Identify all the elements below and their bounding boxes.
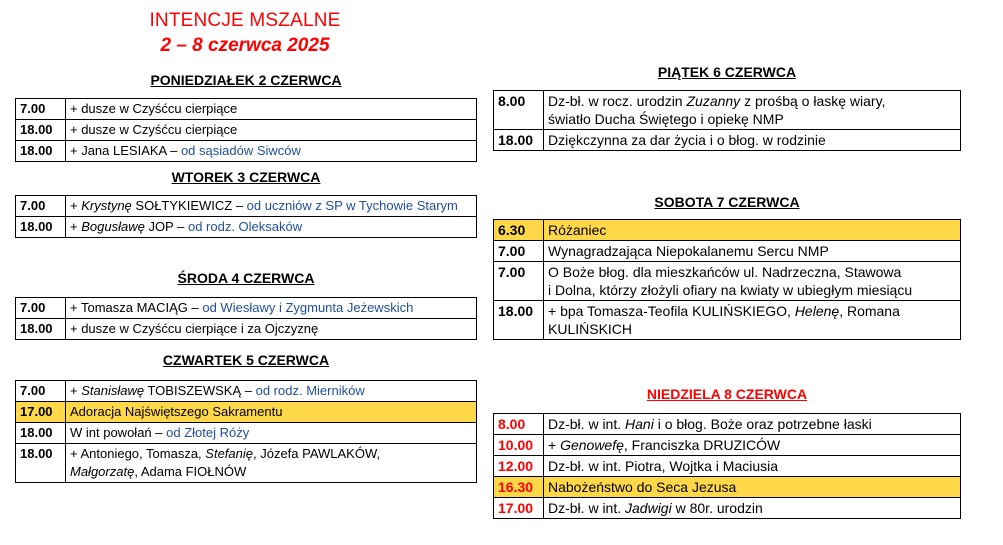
table-row (16, 298, 477, 319)
intention-name: Stefanię (205, 446, 253, 461)
schedule-friday (493, 90, 961, 151)
schedule-wednesday (15, 297, 477, 340)
intention (544, 414, 961, 435)
intention-name: Małgorzatę (70, 464, 135, 479)
mass-time: 8.00 (494, 414, 544, 435)
intention (544, 241, 961, 262)
intention-name: Bogusławę (81, 219, 145, 234)
mass-time: 18.00 (16, 141, 66, 162)
day-heading-sunday: NIEDZIELA 8 CZERWCA (646, 386, 808, 402)
mass-time: 18.00 (16, 319, 66, 340)
intention (544, 498, 961, 519)
mass-time: 7.00 (16, 381, 66, 402)
table-row (494, 477, 961, 498)
mass-time: 10.00 (494, 435, 544, 456)
intention-text: i Dolna, którzy złożyli ofiary na kwiaty w ubiegłym miesiącu (548, 282, 913, 298)
schedule-monday (15, 98, 477, 162)
table-row (494, 220, 961, 241)
intention (66, 120, 477, 141)
intention-text: , Franciszka DRUZICÓW (623, 437, 781, 453)
intention (544, 435, 961, 456)
donor-text: od uczniów z SP w Tychowie Starym (246, 198, 458, 213)
intention-name: Stanisławę (81, 383, 145, 398)
day-heading-wednesday: ŚRODA 4 CZERWCA (177, 270, 315, 286)
mass-time: 12.00 (494, 456, 544, 477)
separator: – (187, 300, 203, 315)
separator: – (232, 198, 247, 213)
schedule-thursday (15, 380, 477, 483)
intention-text: z prośbą o łaskę wiary, (740, 93, 886, 109)
intention-text: Dz-bł. w rocz. urodzin (548, 93, 687, 109)
intention-text: Różaniec (548, 222, 607, 238)
day-heading-tuesday: WTOREK 3 CZERWCA (171, 169, 321, 185)
intention-text: + (70, 383, 82, 398)
intention-text: Nabożeństwo do Seca Jezusa (548, 479, 737, 495)
intention-text: + bpa Tomasza-Teofila KULIŃSKIEGO, (548, 303, 795, 319)
intention-name: Genowefę (560, 437, 624, 453)
table-row (494, 91, 961, 130)
table-row (494, 414, 961, 435)
intention-text: Dz-bł. w int. (548, 416, 626, 432)
table-row (16, 319, 477, 340)
schedule-saturday (493, 219, 961, 340)
intention-text: + Antoniego, Tomasza, (70, 446, 206, 461)
intention-text: Dziękczynna za dar życia i o błog. w rodzinie (548, 132, 826, 148)
intention-text: , Józefa PAWLAKÓW, (252, 446, 381, 461)
separator: – (151, 425, 167, 440)
day-heading-monday: PONIEDZIAŁEK 2 CZERWCA (150, 72, 342, 88)
mass-time: 17.00 (494, 498, 544, 519)
intention-text: , Adama FIOŁNÓW (134, 464, 247, 479)
mass-time: 7.00 (16, 298, 66, 319)
intention (66, 298, 477, 319)
mass-time: 8.00 (494, 91, 544, 130)
donor-text: od Wiesławy i Zygmunta Jeżewskich (202, 300, 414, 315)
intention-text: SOŁTYKIEWICZ (131, 198, 233, 213)
intention (66, 217, 477, 238)
page-title: INTENCJE MSZALNE (149, 10, 341, 31)
table-row (16, 381, 477, 402)
mass-time: 7.00 (16, 196, 66, 217)
intention-text: + Tomasza MACIĄG (70, 300, 188, 315)
intention (544, 477, 961, 498)
intention-text: + (70, 198, 82, 213)
intention-text: Wynagradzająca Niepokalanemu Sercu NMP (548, 243, 829, 259)
intention-text: TOBISZEWSKĄ (144, 383, 242, 398)
intention-text: i o błog. Boże oraz potrzebne łaski (653, 416, 872, 432)
intention-name: Jadwigi (625, 500, 672, 516)
intention-text: + (70, 219, 82, 234)
table-row (16, 141, 477, 162)
table-row (494, 130, 961, 151)
intention-text: w 80r. urodzin (671, 500, 763, 516)
day-heading-friday: PIĄTEK 6 CZERWCA (657, 64, 797, 80)
schedule-sunday (493, 413, 961, 519)
intention-text: KULIŃSKICH (548, 321, 633, 337)
separator: – (241, 383, 256, 398)
mass-time: 18.00 (16, 120, 66, 141)
table-row (16, 402, 477, 423)
intention-name: Helenę (794, 303, 840, 319)
mass-time: 18.00 (16, 423, 66, 444)
mass-time: 18.00 (494, 130, 544, 151)
mass-time: 7.00 (494, 241, 544, 262)
table-row (494, 241, 961, 262)
table-row (16, 196, 477, 217)
intention-text: O Boże błog. dla mieszkańców ul. Nadrzeczna, Stawowa (548, 264, 902, 280)
mass-time: 6.30 (494, 220, 544, 241)
intention (66, 444, 477, 483)
schedule-tuesday (15, 195, 477, 238)
donor-text: od Złotej Róży (166, 425, 250, 440)
intention-text: + Jana LESIAKA (70, 143, 167, 158)
intention-text: + dusze w Czyśćcu cierpiące (70, 101, 238, 116)
mass-time: 18.00 (16, 444, 66, 483)
mass-time: 7.00 (494, 262, 544, 301)
table-row (494, 262, 961, 301)
table-row (494, 456, 961, 477)
mass-time: 18.00 (494, 301, 544, 340)
intention (66, 196, 477, 217)
intention (544, 91, 961, 130)
donor-text: od rodz. Mierników (255, 383, 365, 398)
table-row (16, 217, 477, 238)
intention (544, 301, 961, 340)
intention-text: + dusze w Czyśćcu cierpiące (70, 122, 238, 137)
donor-text: od rodz. Oleksaków (187, 219, 303, 234)
day-heading-thursday: CZWARTEK 5 CZERWCA (162, 352, 330, 368)
intention-text: + dusze w Czyśćcu cierpiące i za Ojczyznę (70, 321, 319, 336)
table-row (494, 498, 961, 519)
mass-time: 17.00 (16, 402, 66, 423)
intention (66, 423, 477, 444)
table-row (16, 444, 477, 483)
intention (66, 381, 477, 402)
intention (544, 130, 961, 151)
table-row (494, 435, 961, 456)
intention (544, 220, 961, 241)
table-row (16, 120, 477, 141)
intention (66, 402, 477, 423)
intention (66, 99, 477, 120)
intention-text: Adoracja Najświętszego Sakramentu (70, 404, 283, 419)
intention-text: światło Ducha Świętego i opiekę NMP (548, 111, 784, 127)
day-heading-saturday: SOBOTA 7 CZERWCA (654, 194, 800, 210)
intention (66, 141, 477, 162)
table-row (494, 301, 961, 340)
intention-name: Hani (625, 416, 654, 432)
intention-name: Krystynę (81, 198, 132, 213)
table-row (16, 423, 477, 444)
intention-text: JOP (144, 219, 174, 234)
intention-text: + (548, 437, 561, 453)
mass-time: 16.30 (494, 477, 544, 498)
intention (544, 456, 961, 477)
intention-text: , Romana (839, 303, 900, 319)
mass-time: 7.00 (16, 99, 66, 120)
intention-text: Dz-bł. w int. (548, 500, 626, 516)
mass-time: 18.00 (16, 217, 66, 238)
intention (66, 319, 477, 340)
intention-text: W int powołań (70, 425, 152, 440)
separator: – (166, 143, 181, 158)
table-row (16, 99, 477, 120)
intention (544, 262, 961, 301)
intention-name: Zuzanny (686, 93, 741, 109)
intention-text: Dz-bł. w int. Piotra, Wojtka i Maciusia (548, 458, 779, 474)
donor-text: od sąsiadów Siwców (180, 143, 301, 158)
date-range: 2 – 8 czerwca 2025 (160, 35, 330, 56)
separator: – (173, 219, 188, 234)
